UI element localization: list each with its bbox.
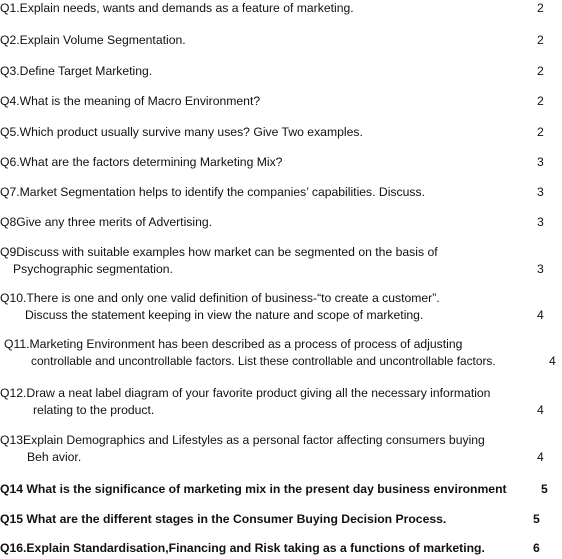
question-text: Q5.Which product usually survive many uses? Give Two examples.	[0, 125, 363, 139]
question-1	[0, 0, 354, 17]
question-7	[0, 184, 425, 201]
question-3	[0, 63, 152, 80]
question-5-marks: 2	[537, 125, 544, 139]
question-8	[0, 214, 212, 231]
question-text-line-1: Q12.Draw a neat label diagram of your favorite product giving all the necessary information	[0, 386, 491, 400]
question-text: Q16.Explain Standardisation,Financing and Risk taking as a functions of marketing.	[0, 541, 485, 555]
question-11-marks: 4	[549, 354, 556, 368]
question-text-line-2: Beh avior.	[27, 450, 82, 464]
question-14-marks: 5	[541, 482, 548, 496]
question-8-marks: 3	[537, 215, 544, 229]
question-2-marks: 2	[537, 33, 544, 47]
question-text-line-2: controllable and uncontrollable factors. List these controllable and uncontrollable factors.	[31, 354, 496, 368]
question-text: Q3.Define Target Marketing.	[0, 64, 153, 78]
question-text-line-2: Psychographic segmentation.	[13, 262, 173, 276]
question-5	[0, 124, 363, 141]
question-text: Q6.What are the factors determining Marketing Mix?	[0, 155, 283, 169]
question-text: Q2.Explain Volume Segmentation.	[0, 33, 186, 47]
question-text-line-1: Q11.Marketing Environment has been described as a process of process of adjusting	[4, 337, 463, 351]
question-15-marks: 5	[533, 512, 540, 526]
question-text-line-1: Q13Explain Demographics and Lifestyles as a personal factor affecting consumers buying	[0, 433, 485, 447]
question-text-line-2: Discuss the statement keeping in view the nature and scope of marketing.	[25, 308, 424, 322]
question-16-marks: 6	[533, 541, 540, 555]
question-9	[0, 244, 438, 278]
question-text-line-1: Q9Discuss with suitable examples how market can be segmented on the basis of	[0, 245, 438, 259]
question-3-marks: 2	[537, 64, 544, 78]
question-text: Q7.Market Segmentation helps to identify the companies’ capabilities. Discuss.	[0, 185, 425, 199]
question-text: Q15 What are the different stages in the Consumer Buying Decision Process.	[0, 512, 447, 526]
question-text: Q4.What is the meaning of Macro Environment?	[0, 94, 261, 108]
question-12	[0, 385, 490, 419]
question-4-marks: 2	[537, 94, 544, 108]
question-11	[4, 336, 496, 370]
question-14	[0, 481, 507, 498]
question-10-marks: 4	[537, 308, 544, 322]
question-6	[0, 154, 282, 171]
question-6-marks: 3	[537, 155, 544, 169]
question-text: Q1.Explain needs, wants and demands as a feature of marketing.	[0, 1, 354, 15]
question-13	[0, 432, 485, 466]
question-1-marks: 2	[537, 1, 544, 15]
question-text-line-1: Q10.There is one and only one valid definition of business-“to create a customer”.	[0, 291, 440, 305]
question-9-marks: 3	[537, 262, 544, 276]
question-16	[0, 540, 485, 557]
question-7-marks: 3	[537, 185, 544, 199]
question-15	[0, 511, 446, 528]
question-12-marks: 4	[537, 403, 544, 417]
question-text-line-2: relating to the product.	[33, 403, 155, 417]
question-text: Q8Give any three merits of Advertising.	[0, 215, 213, 229]
question-text: Q14 What is the significance of marketing mix in the present day business environment	[0, 482, 507, 496]
question-4	[0, 93, 260, 110]
question-2	[0, 32, 186, 49]
question-13-marks: 4	[537, 450, 544, 464]
question-10	[0, 290, 440, 324]
